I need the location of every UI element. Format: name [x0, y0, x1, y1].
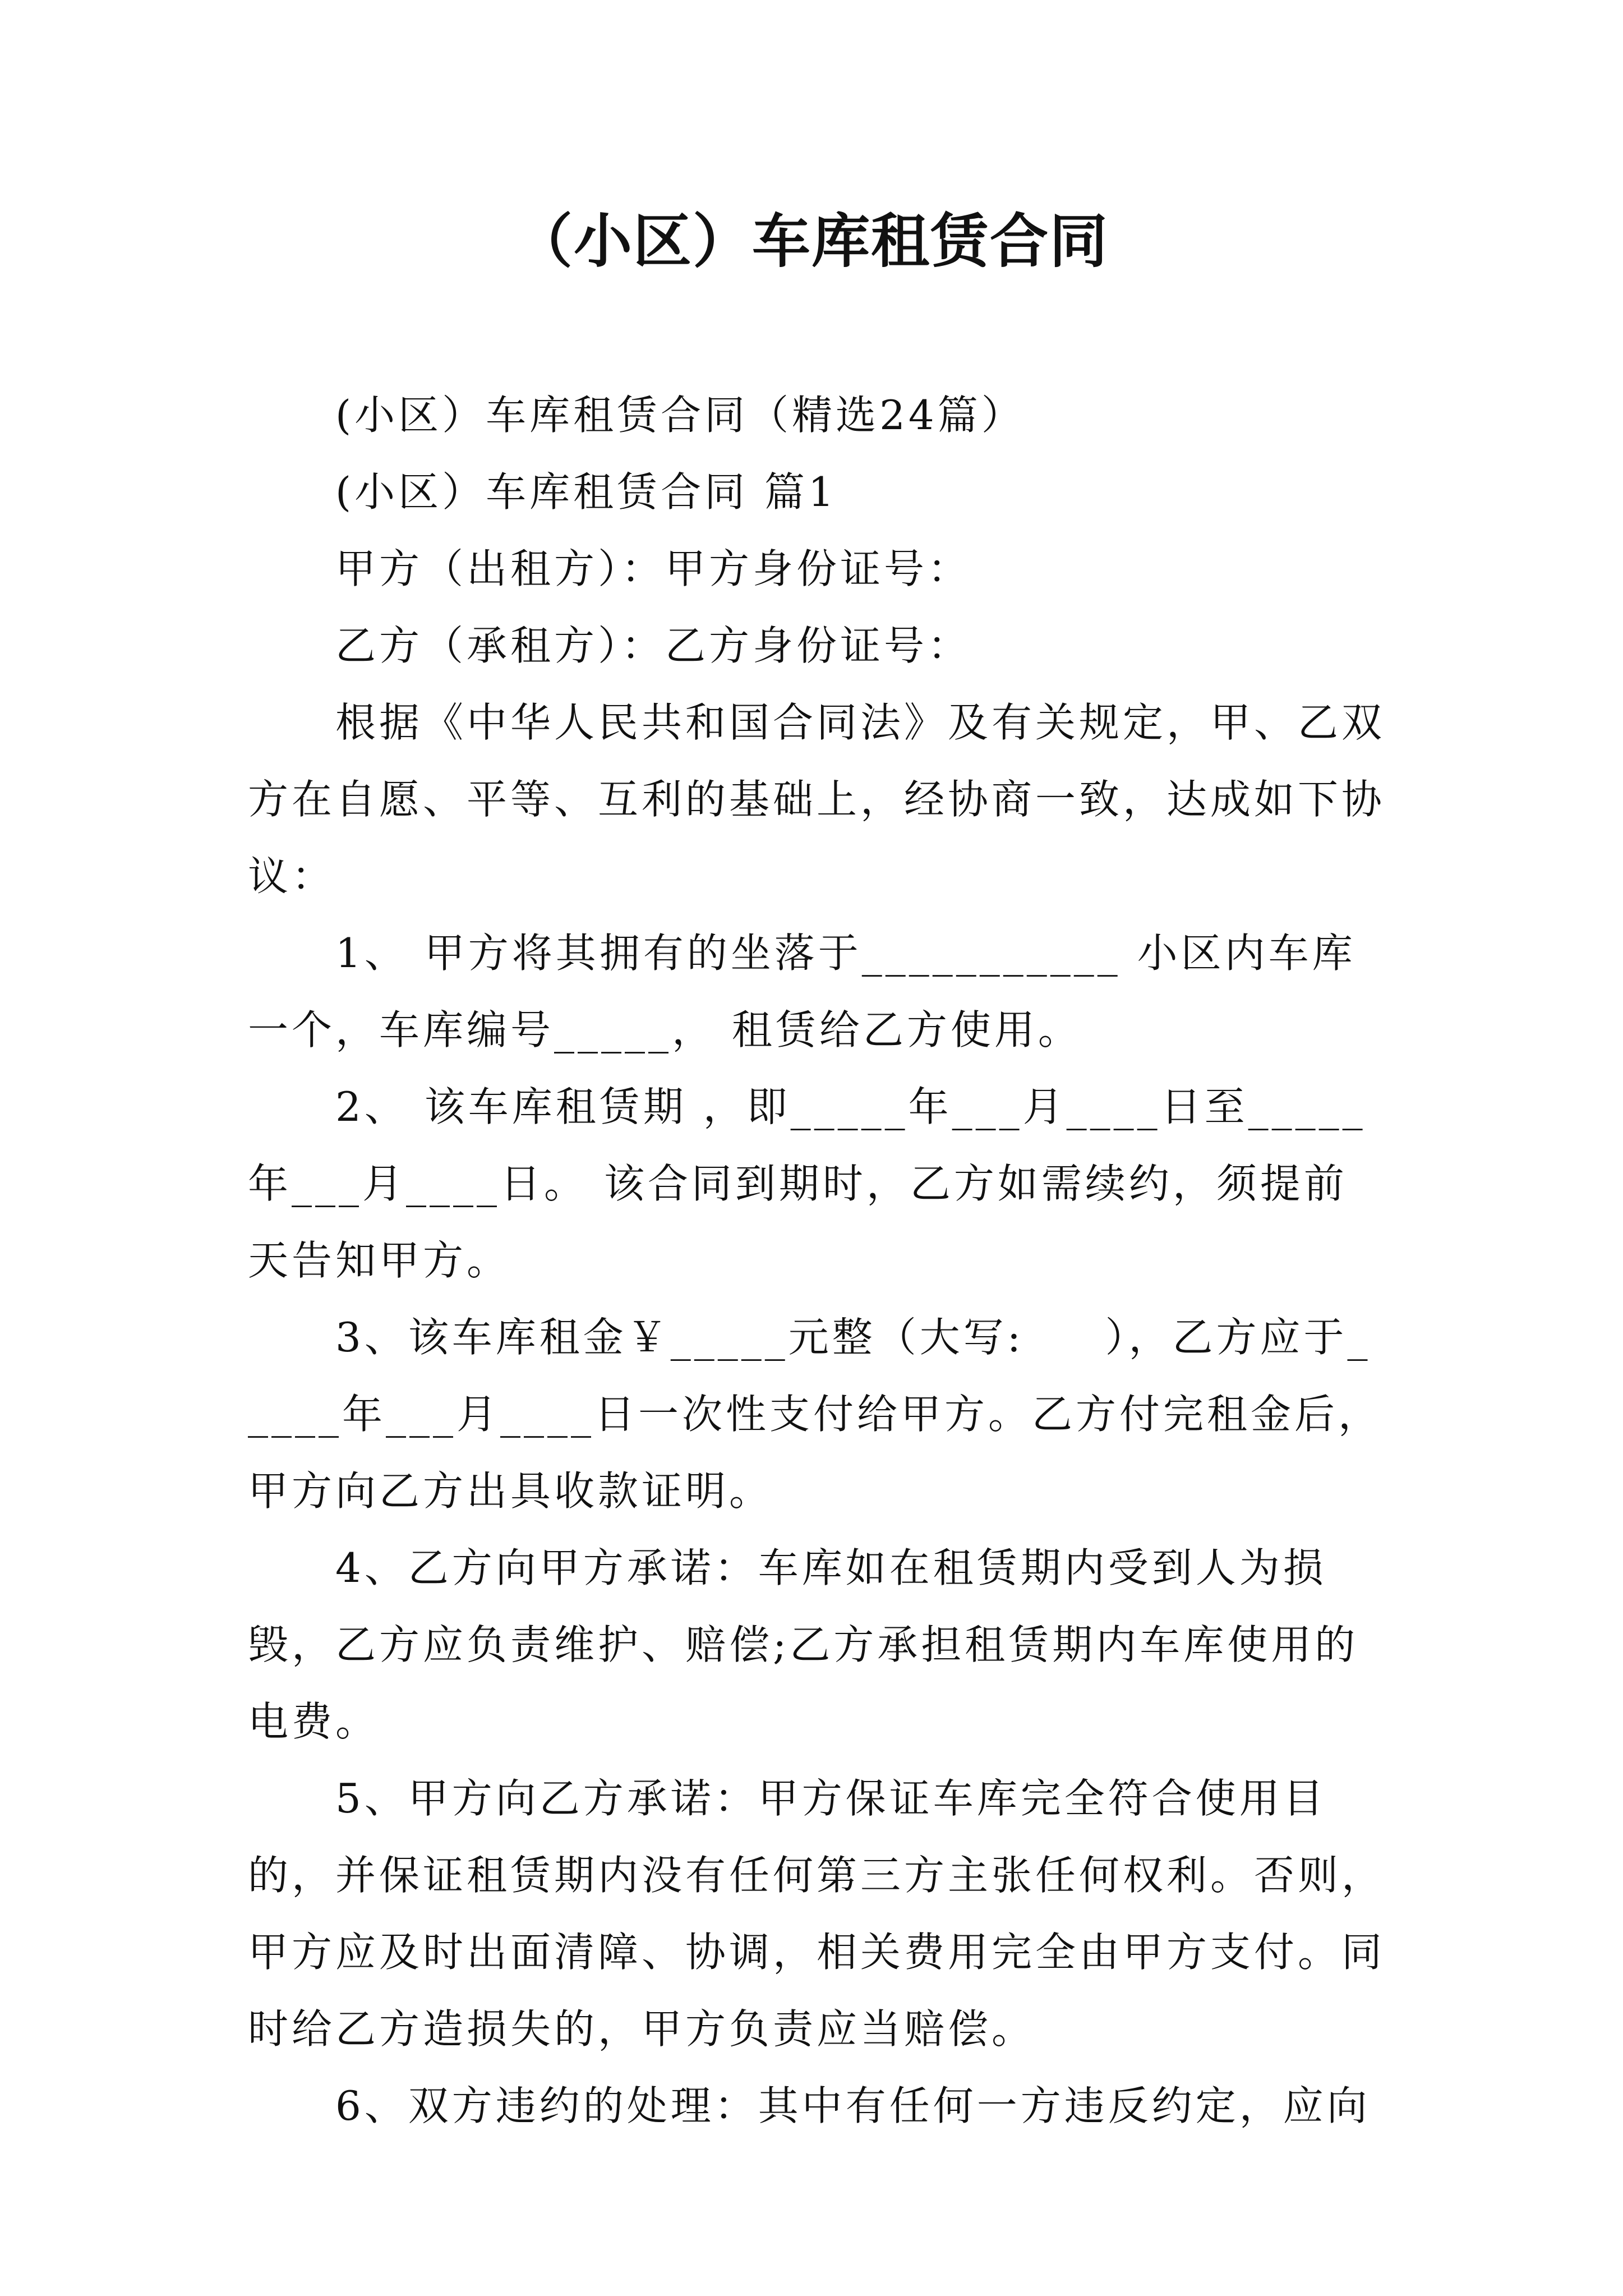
document-title: （小区）车库租赁合同 [514, 206, 1109, 275]
paragraph-clause-4: 4、乙方向甲方承诺：车库如在租赁期内受到人为损毁，乙方应负责维护、赔偿;乙方承担租赁期内车库使用的电费。 [248, 1544, 1359, 1745]
paragraph-clause-1: 1、 甲方将其拥有的坐落于___________ 小区内车库一个，车库编号_____， 租赁给乙方使用。 [248, 930, 1356, 1053]
paragraph-section-heading: (小区）车库租赁合同 篇1 [335, 468, 837, 516]
document-body [248, 377, 1386, 2145]
paragraph-preamble: 根据《中华人民共和国合同法》及有关规定，甲、乙双方在自愿、平等、互利的基础上，经协商一致，达成如下协议： [248, 699, 1386, 900]
paragraph-clause-6: 6、双方违约的处理：其中有任何一方违反约定，应向 [335, 2082, 1371, 2129]
paragraph-clause-3: 3、该车库租金￥_____元整（大写: ），乙方应于_____年___月____日一次性支付给甲方。乙方付完租金后，甲方向乙方出具收款证明。 [248, 1314, 1382, 1515]
paragraph-party-b: 乙方（承租方）：乙方身份证号： [335, 622, 972, 669]
paragraph-clause-5: 5、甲方向乙方承诺：甲方保证车库完全符合使用目的，并保证租赁期内没有任何第三方主张任何权利。否则，甲方应及时出面清障、协调，相关费用完全由甲方支付。同时给乙方造损失的，甲方负责应当赔偿。 [248, 1775, 1386, 2053]
paragraph-clause-2: 2、 该车库租赁期 ，即_____年___月____日至_____年___月____日。 该合同到期时，乙方如需续约，须提前 天告知甲方。 [248, 1083, 1366, 1284]
paragraph-party-a: 甲方（出租方）：甲方身份证号： [335, 545, 972, 592]
paragraph-subtitle: (小区）车库租赁合同（精选24篇） [335, 392, 1025, 439]
